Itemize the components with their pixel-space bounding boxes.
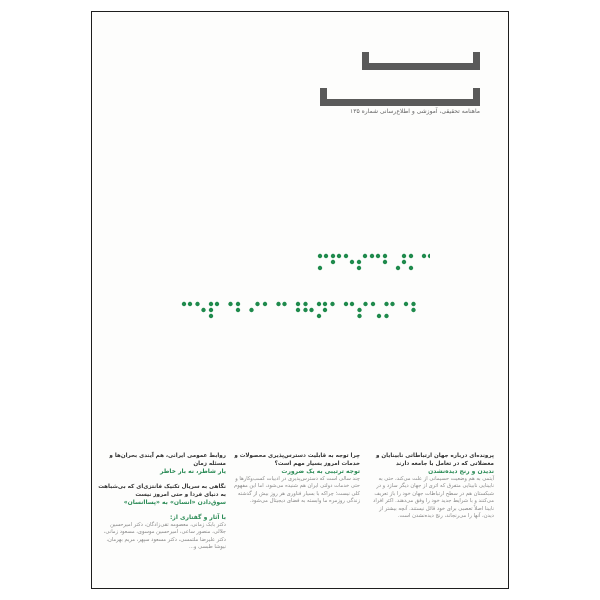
braille-dot: [296, 302, 300, 306]
headline-2-intro: چرا توجه به قابلیت دسترس‌پذیری محصولات و خدمات امروز بسیار مهم است؟: [234, 453, 360, 467]
braille-dot: [331, 260, 335, 264]
braille-dot: [363, 302, 367, 306]
braille-dot: [323, 308, 327, 312]
braille-dot: [330, 302, 334, 306]
braille-dot: [350, 260, 354, 264]
braille-dot: [282, 302, 286, 306]
braille-dot: [428, 254, 430, 258]
braille-dot: [249, 308, 253, 312]
braille-dot: [209, 302, 213, 306]
braille-dot: [376, 254, 380, 258]
braille-dot: [370, 254, 374, 258]
braille-dot: [396, 266, 400, 270]
logo-line-2: [320, 88, 480, 106]
braille-dot: [337, 254, 341, 258]
braille-dot: [331, 254, 335, 258]
braille-dot: [411, 302, 415, 306]
braille-dot: [209, 314, 213, 318]
braille-dot: [323, 302, 327, 306]
braille-dot: [377, 314, 381, 318]
braille-dot: [303, 308, 307, 312]
headline-column-3: [98, 452, 226, 552]
braille-dot: [350, 302, 354, 306]
braille-dot: [344, 254, 348, 258]
braille-dot: [357, 308, 361, 312]
headline-3-title: یار شاطر، نه بار خاطر: [160, 468, 226, 475]
braille-dot: [371, 302, 375, 306]
contributors-heading: با آثار و گفتاری از:: [170, 514, 226, 521]
braille-dot: [357, 266, 361, 270]
braille-dot: [357, 314, 361, 318]
contributors-list: دکتر بابک زمانی، معصومه تقی‌زادگان، دکتر امیرحسین جلالی، منصور ساعی، امیرحسین موسوی، مسعود زمانی، دکتر علیرضا ملتمسی، دکتر مسعود سپهر، مریم بهرمان، نیوشا طبسی و...: [103, 522, 226, 551]
braille-row-1: [318, 254, 430, 270]
headline-4-intro: نگاهی به سریال تکنیک فانتزی‌ای که بی‌شباهت به دنیای فردا و حتی امروز نیست: [98, 484, 226, 498]
braille-dot: [215, 302, 219, 306]
braille-dot: [390, 302, 394, 306]
braille-dots: [170, 248, 430, 338]
braille-row-2: [182, 302, 416, 318]
braille-dot: [344, 302, 348, 306]
braille-dot: [357, 260, 361, 264]
braille-dot: [228, 302, 232, 306]
braille-dot: [276, 302, 280, 306]
braille-dot: [195, 302, 199, 306]
braille-dot: [255, 302, 259, 306]
braille-dot: [409, 266, 413, 270]
braille-dot: [188, 302, 192, 306]
braille-dot: [236, 308, 240, 312]
logo-line-1: [362, 52, 480, 70]
magazine-logo: [320, 46, 480, 128]
braille-dot: [402, 260, 406, 264]
braille-dot: [263, 302, 267, 306]
braille-dot: [303, 302, 307, 306]
headline-4-title: سوق‌دادن «انسان» به «پساانسان»: [123, 499, 226, 506]
headline-column-1: [366, 452, 494, 520]
braille-cover-text: [170, 248, 430, 338]
headline-2-title: توجه ترتیبی به یک ضرورت: [281, 468, 360, 475]
braille-dot: [404, 302, 408, 306]
headline-1-intro: پرونده‌ای درباره جهان ارتباطاتی نابینایان و معضلاتی که در تعامل با جامعه دارند: [375, 453, 494, 467]
headline-1-body: آیتمی به هم وضعیت حسیمانی از علت می‌کند، حتی به نابینایی نابینایی متفرق که اثری از جهان دیگر سازد و در شبکستان هم در سطح ارتباطات جهان خود را باز تعریف می‌کنند و با شرایط جدید خود را وفق می‌دهند. اکثر افراد نابینا اصلاً تعصبی برای خود قائل نیستند. آنچه بیشتر از دیدن، آنها را می‌رنجاند، رنج دیده‌نشدن است.: [373, 476, 494, 520]
braille-dot: [383, 254, 387, 258]
headline-2-body: چند سالی است که دسترس‌پذیری در ادبیات کسب‌وکارها و حتی خدمات دولتی ایران هم شنیده می‌شود، اما این مفهوم کلی نیست؛ چراکه با بسیار فناوری هر روز بیش از گذشته زندگی روزمره ما وابسته به فضای دیجیتال می‌شود.: [234, 476, 360, 505]
braille-dot: [422, 254, 426, 258]
headline-3-intro: روابط عمومی ایرانی، هم آیندی بحران‌ها و مسئله زمان: [109, 453, 226, 467]
cover-subtitle: ماهنامه تحقیقی، آموزشی و اطلاع‌رسانی شماره ۱۳۵: [350, 108, 480, 115]
braille-dot: [383, 260, 387, 264]
braille-dot: [318, 254, 322, 258]
headline-1-title: ندیدن و رنج دیده‌نشدن: [428, 468, 494, 475]
braille-dot: [201, 308, 205, 312]
braille-dot: [317, 302, 321, 306]
braille-dot: [384, 314, 388, 318]
braille-dot: [411, 308, 415, 312]
braille-dot: [309, 308, 313, 312]
braille-dot: [324, 254, 328, 258]
headline-column-2: [232, 452, 360, 506]
braille-dot: [318, 266, 322, 270]
braille-dot: [402, 254, 406, 258]
braille-dot: [384, 302, 388, 306]
braille-dot: [317, 314, 321, 318]
braille-dot: [236, 302, 240, 306]
braille-dot: [363, 254, 367, 258]
braille-dot: [296, 308, 300, 312]
braille-dot: [209, 308, 213, 312]
magazine-cover: [91, 11, 509, 589]
braille-dot: [409, 254, 413, 258]
braille-dot: [182, 302, 186, 306]
